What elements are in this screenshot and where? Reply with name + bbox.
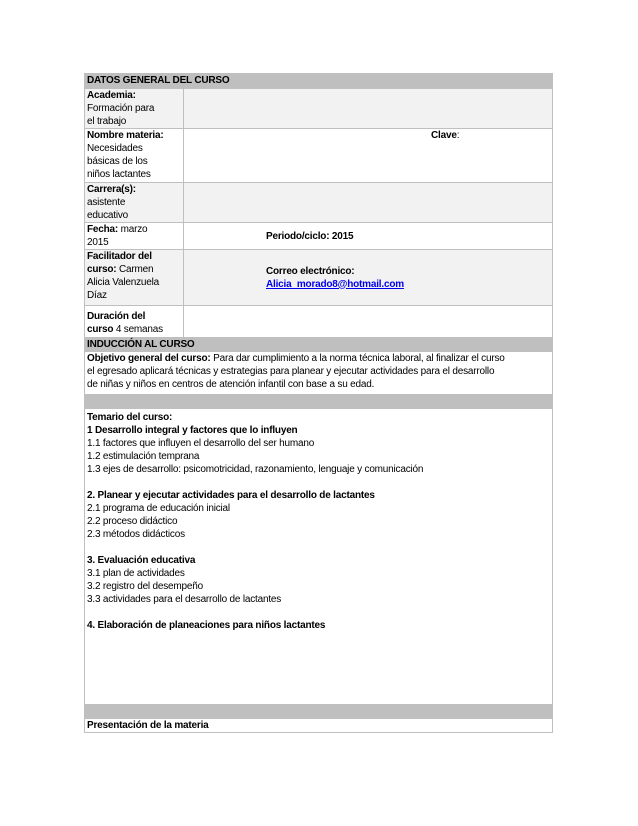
objetivo-cell [85,352,553,395]
duracion-cell [85,306,184,338]
academia-cell [85,89,184,129]
induccion-title: INDUCCIÓN AL CURSO [87,339,195,350]
fecha-cell [85,223,184,250]
clave-separator: : [456,130,460,141]
facilitador-name-line1: Carmen [118,264,154,275]
temario-label: Temario del curso: [87,412,173,423]
periodo-cell [184,223,553,250]
academia-value-line2: el trabajo [87,116,127,127]
objetivo-label: Objetivo general del curso: [87,353,211,364]
materia-value-line2: básicas de los [87,156,148,167]
duracion-label-line1: Duración del [87,311,146,322]
facilitador-name-line3: Díaz [87,290,107,301]
temario-section3-title: 3. Evaluación educativa [87,555,196,566]
academia-value-line1: Formación para [87,103,155,114]
temario-section2-item3: 2.3 métodos didácticos [87,529,185,540]
course-document [84,73,552,733]
carrera-cell [85,183,184,223]
carrera-label: Carrera(s): [87,184,136,195]
course-info-table [84,73,553,733]
carrera-row [85,183,553,223]
email-label: Correo electrónico: [266,265,355,277]
objetivo-line1: Para dar cumplimiento a la norma técnica laboral, al finalizar el curso [213,353,505,364]
email-link[interactable]: Alicia_morado8@hotmail.com [266,278,404,290]
carrera-value-cell [184,183,553,223]
materia-cell [85,129,184,183]
induccion-header [85,338,553,352]
temario-cell [85,409,553,705]
objetivo-line3: de niñas y niños en centros de atención infantil con base a su edad. [87,379,375,390]
duracion-label-line2: curso [87,324,114,335]
facilitador-name-line2: Alicia Valenzuela [87,277,160,288]
separator-band [85,395,553,409]
temario-section2-item2: 2.2 proceso didáctico [87,516,178,527]
temario-section3-item1: 3.1 plan de actividades [87,568,185,579]
materia-value-line3: niños lactantes [87,169,151,180]
fecha-year: 2015 [87,237,109,248]
facilitador-cell [85,250,184,306]
general-data-title: DATOS GENERAL DEL CURSO [87,75,230,86]
temario-section2-title: 2. Planear y ejecutar actividades para el desarrollo de lactantes [87,490,375,501]
periodo-text: Periodo/ciclo: 2015 [266,230,354,242]
general-data-header [85,74,553,89]
separator-band-2 [85,705,553,719]
academia-value-cell [184,89,553,129]
fecha-label: Fecha: [87,224,119,235]
materia-value-line1: Necesidades [87,143,143,154]
materia-label: Nombre materia: [87,130,164,141]
fecha-value: marzo [120,224,148,235]
temario-section1-item2: 1.2 estimulación temprana [87,451,200,462]
clave-cell [184,129,553,183]
temario-section3-item3: 3.3 actividades para el desarrollo de lactantes [87,594,282,605]
temario-section2-item1: 2.1 programa de educación inicial [87,503,230,514]
temario-section1-item1: 1.1 factores que influyen el desarrollo del ser humano [87,438,315,449]
temario-section4-title: 4. Elaboración de planeaciones para niños lactantes [87,620,326,631]
temario-section1-title: 1 Desarrollo integral y factores que lo influyen [87,425,298,436]
fecha-row [85,223,553,250]
facilitador-label-line2: curso: [87,264,117,275]
carrera-value-line1: asistente [87,197,126,208]
objetivo-line2: el egresado aplicará técnicas y estrategias para planear y ejecutar actividades para el desarrollo [87,366,495,377]
facilitador-row [85,250,553,306]
clave-label: Clave [431,130,457,141]
presentacion-cell [85,719,553,733]
temario-section3-item2: 3.2 registro del desempeño [87,581,203,592]
academia-label: Academia: [87,90,136,101]
carrera-value-line2: educativo [87,210,129,221]
academia-row [85,89,553,129]
email-cell [184,250,553,306]
presentacion-title: Presentación de la materia [87,720,209,731]
temario-section1-item3: 1.3 ejes de desarrollo: psicomotricidad, razonamiento, lenguaje y comunicación [87,464,424,475]
duracion-value-cell [184,306,553,338]
duracion-row [85,306,553,338]
materia-row [85,129,553,183]
duracion-value: 4 semanas [115,324,163,335]
facilitador-label-line1: Facilitador del [87,251,152,262]
